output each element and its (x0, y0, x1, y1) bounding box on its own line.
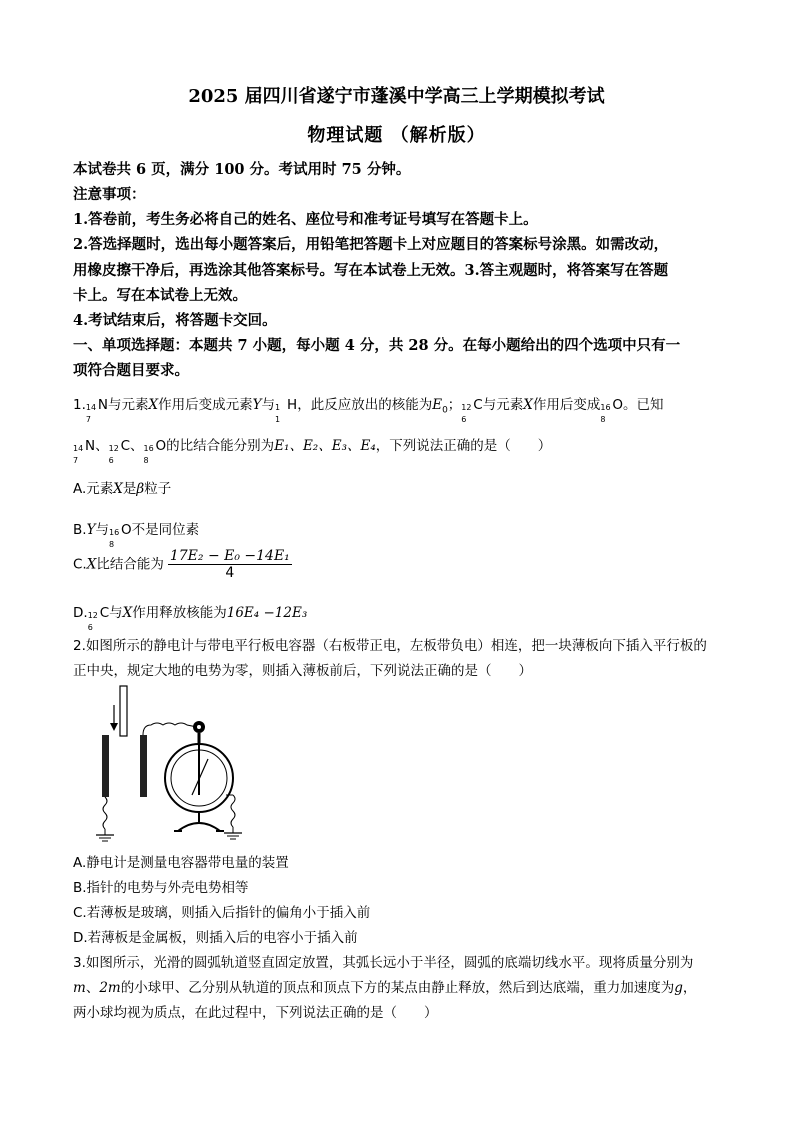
right-wire (231, 795, 235, 827)
q1-stem-line-2: 14 7 N、 12 6 C、 16 8 O的比结合能分别为E₁、E₂、E₃、E₄，下列说法正确的是（ ） (73, 438, 552, 465)
connecting-wire (143, 723, 197, 735)
notice-4: 4.考试结束后，将答题卡交回。 (73, 312, 277, 329)
notice-2-line-2: 用橡皮擦干净后，再选涂其他答案标号。写在本试卷上无效。3.答主观题时，将答案写在答题 (73, 262, 669, 279)
q1-option-c: C.X比结合能为 $\frac{\text{17E₂ − E₀ −14E₁}}{4}$ (73, 548, 290, 581)
left-wire (103, 797, 107, 829)
section-heading-line-1: 一、单项选择题：本题共 7 小题，每小题 4 分，共 28 分。在每小题给出的四个选项中只有一 (73, 337, 681, 354)
exam-info: 本试卷共 6 页，满分 100 分。考试用时 75 分钟。 (73, 161, 411, 178)
notice-2-line-3: 卡上。写在本试卷上无效。 (73, 287, 247, 304)
fraction: $\frac{\text{17E₂ − E₀ −14E₁}}{4}$ (169, 548, 290, 581)
q1-option-b: B.Y与 16 8 O不是同位素 (73, 522, 200, 549)
notice-2-line-1: 2.答选择题时，选出每小题答案后，用铅笔把答题卡上对应题目的答案标号涂黑。如需改动， (73, 236, 669, 253)
q2-option-d: D.若薄板是金属板，则插入后的电容小于插入前 (73, 930, 358, 946)
electroscope-stand (178, 812, 220, 831)
notice-heading: 注意事项： (73, 186, 146, 203)
q1-stem-line-1: 1. 14 7 N与元素X作用后变成元素Y与 1 1 H，此反应放出的核能为$E_0$； 12 6 C与元素X作用后变成 16 8 O。已知 (73, 397, 664, 424)
q2-stem-line-1: 2.如图所示的静电计与带电平行板电容器（右板带正电，左板带负电）相连，把一块薄板向下插入平行板的 (73, 638, 707, 654)
notice-1: 1.答卷前，考生务必将自己的姓名、座位号和准考证号填写在答题卡上。 (73, 211, 538, 228)
thin-plate (120, 686, 127, 736)
q3-stem-line-3: 两小球均视为质点，在此过程中，下列说法正确的是（ ） (73, 1005, 438, 1021)
q2-stem-line-2: 正中央，规定大地的电势为零，则插入薄板前后，下列说法正确的是（ ） (73, 663, 532, 679)
q1-option-a: A.元素X是β粒子 (73, 481, 172, 497)
exam-subtitle: 物理试题 （解析版） (307, 125, 486, 146)
q3-stem-line-1: 3.如图所示，光滑的圆弧轨道竖直固定放置，其弧长远小于半径，圆弧的底端切线水平。现将质量分别为 (73, 955, 694, 971)
left-plate (102, 735, 109, 797)
section-heading-line-2: 项符合题目要求。 (73, 362, 189, 379)
q2-option-c: C.若薄板是玻璃，则插入后指针的偏角小于插入前 (73, 905, 371, 921)
q2-option-b: B.指针的电势与外壳电势相等 (73, 880, 249, 896)
exam-title: 2025 届四川省遂宁市蓬溪中学高三上学期模拟考试 (188, 86, 605, 107)
right-plate (140, 735, 147, 797)
q1-option-d: D. 12 6 C与X作用释放核能为16E₄ −12E₃ (73, 605, 308, 632)
q2-option-a: A.静电计是测量电容器带电量的装置 (73, 855, 289, 871)
electroscope-capacitor-figure (88, 683, 268, 843)
q3-stem-line-2: m、2m的小球甲、乙分别从轨道的顶点和顶点下方的某点由静止释放，然后到达底端，重力加速度为g， (73, 980, 697, 996)
